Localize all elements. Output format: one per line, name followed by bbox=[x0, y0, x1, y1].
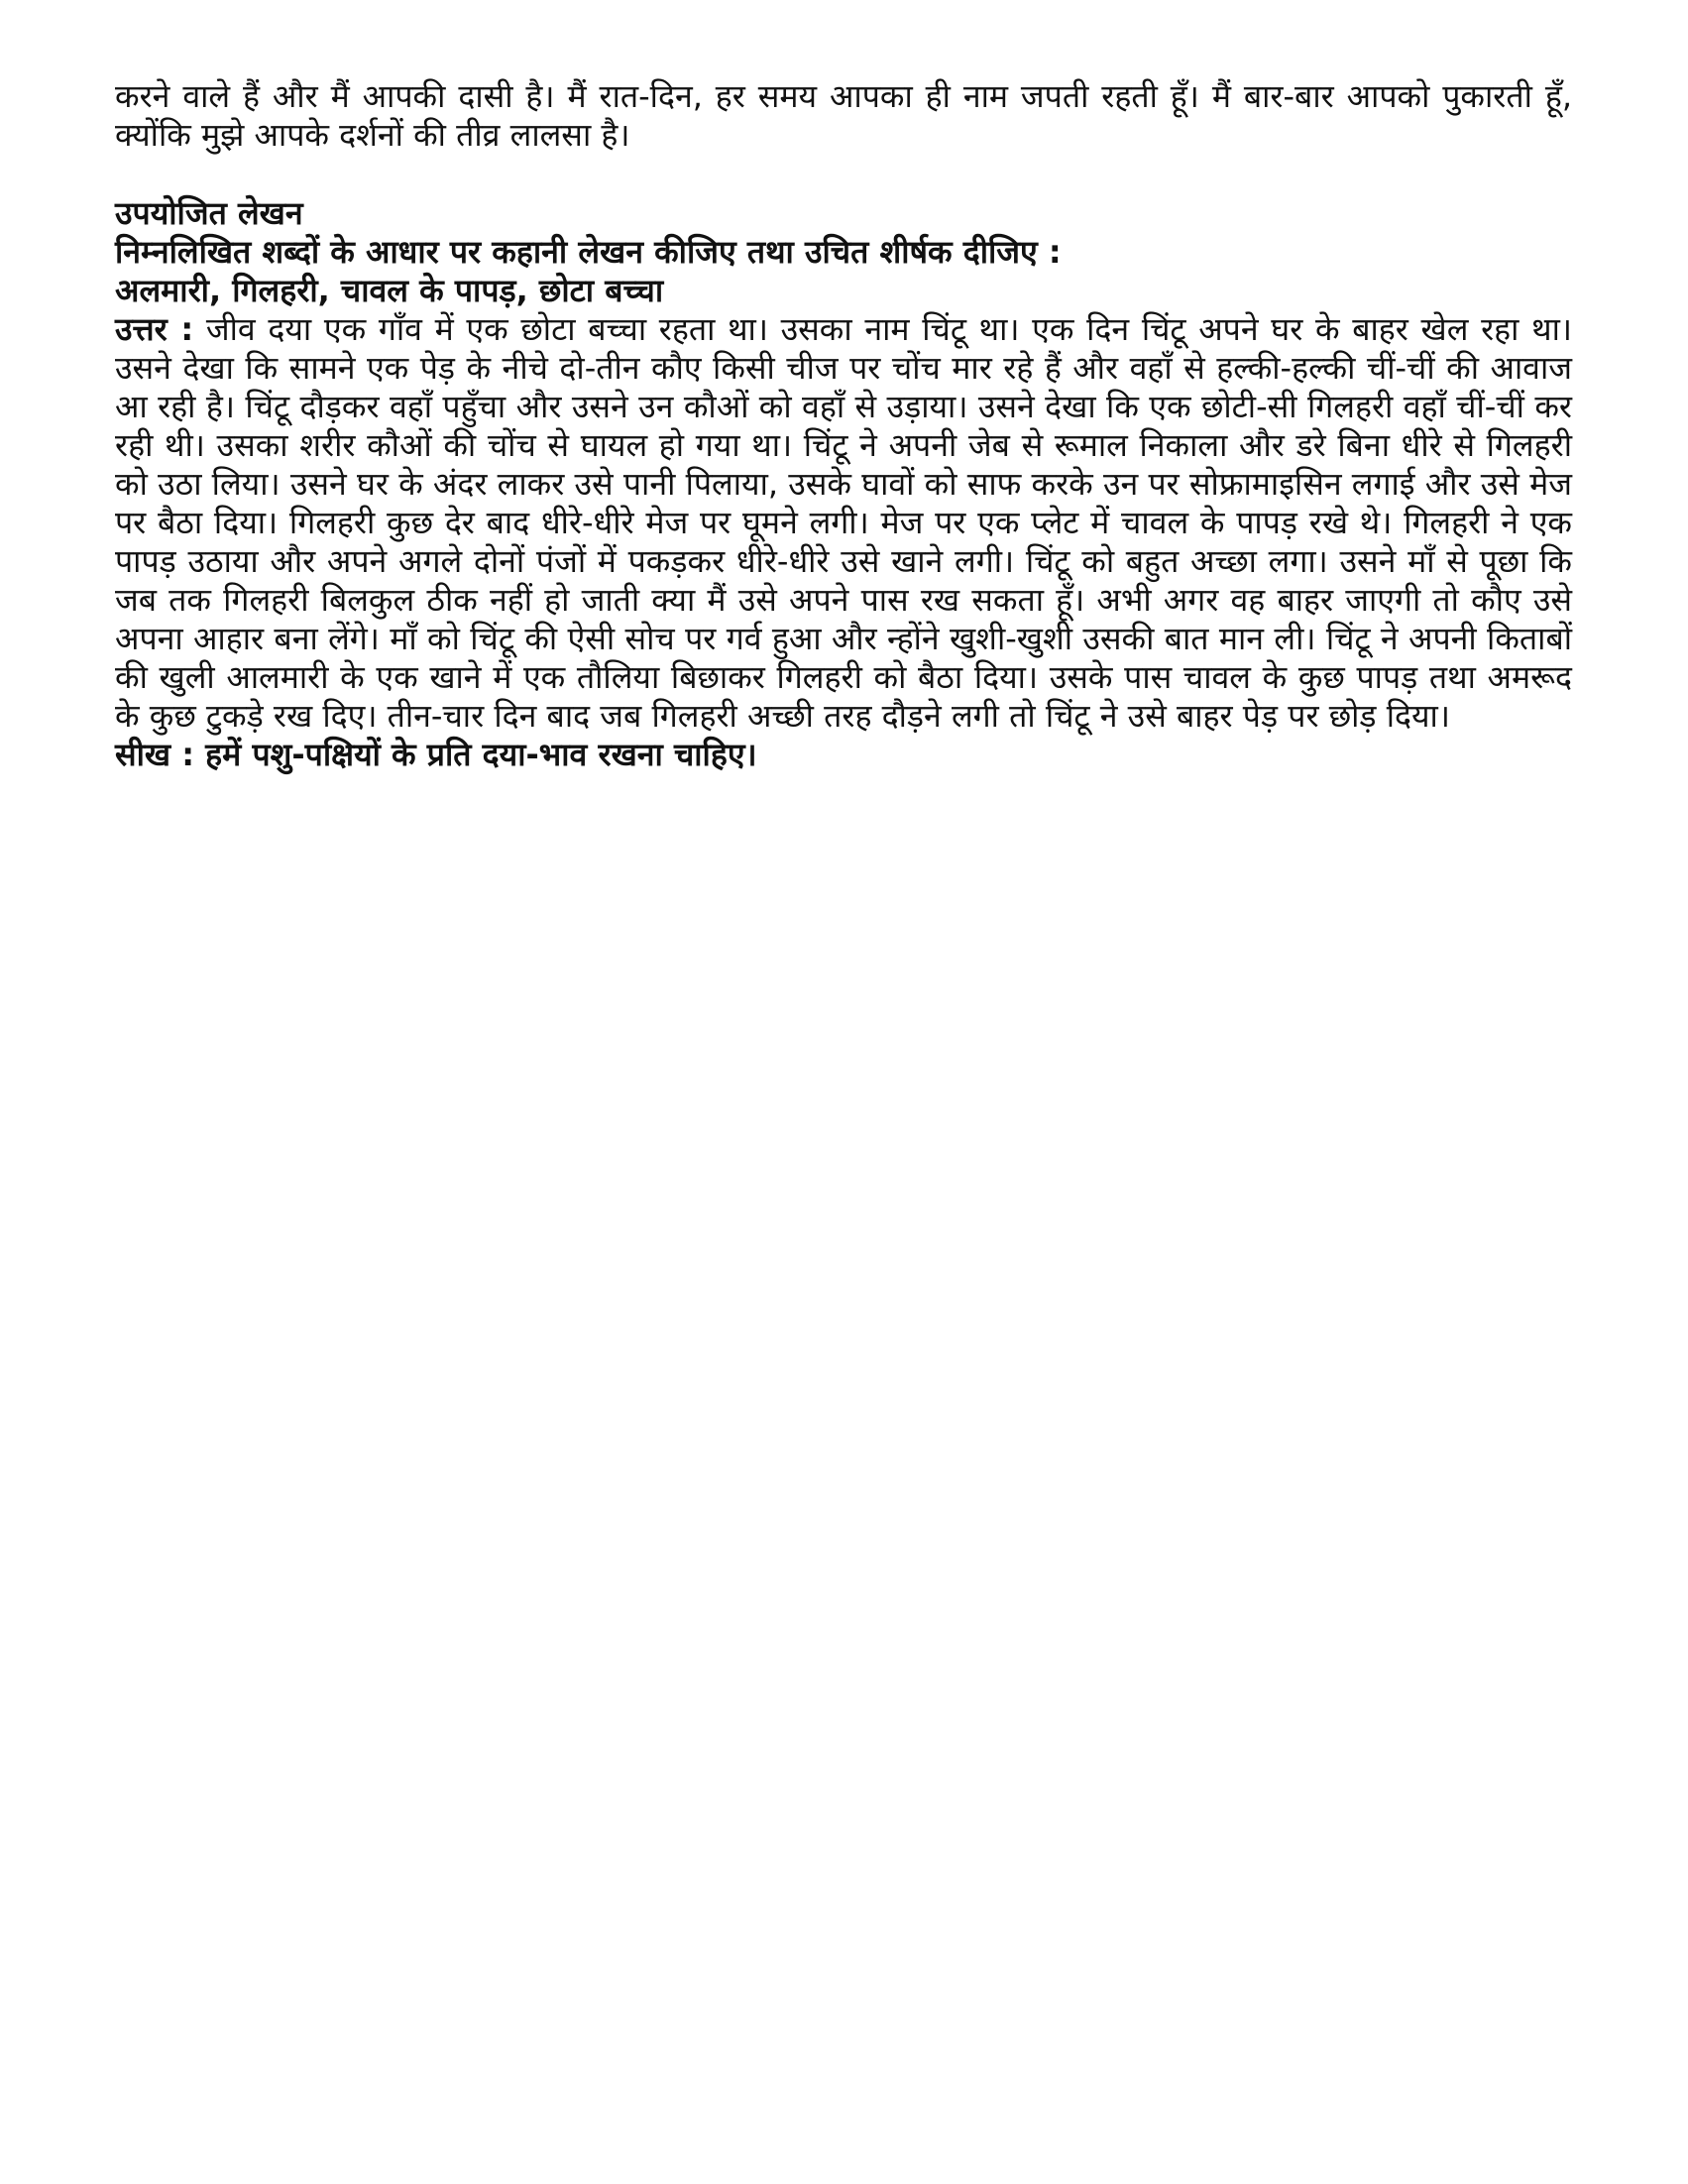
keywords-line: अलमारी, गिलहरी, चावल के पापड़, छोटा बच्चा bbox=[115, 272, 664, 309]
answer-paragraph bbox=[115, 310, 1572, 736]
section-title: उपयोजित लेखन bbox=[115, 194, 303, 232]
document-page bbox=[115, 77, 1572, 774]
answer-text: जीव दया एक गाँव में एक छोटा बच्चा रहता था। उसका नाम चिंटू था। एक दिन चिंटू अपने घर के बाहर खेल रहा था। उसने देखा कि सामने एक पेड़ के नीचे दो-तीन कौए किसी चीज पर चोंच मार रहे हैं और वहाँ से हल्की-हल्की चीं-चीं की आवाज आ रही है। चिंटू दौड़कर वहाँ पहुँचा और उसने उन कौओं को वहाँ से उड़ाया। उसने देखा कि एक छोटी-सी गिलहरी वहाँ चीं-चीं कर रही थी। उसका शरीर कौओं की चोंच से घायल हो गया था। चिंटू ने अपनी जेब से रूमाल निकाला और डरे बिना धीरे से गिलहरी को उठा लिया। उसने घर के अंदर लाकर उसे पानी पिलाया, उसके घावों को साफ करके उन पर सोफ्रामाइसिन लगाई और उसे मेज पर बैठा दिया। गिलहरी कुछ देर बाद धीरे-धीरे मेज पर घूमने लगी। मेज पर एक प्लेट में चावल के पापड़ रखे थे। गिलहरी ने एक पापड़ उठाया और अपने अगले दोनों पंजों में पकड़कर धीरे-धीरे उसे खाने लगी। चिंटू को बहुत अच्छा लगा। उसने माँ से पूछा कि जब तक गिलहरी बिलकुल ठीक नहीं हो जाती क्या मैं उसे अपने पास रख सकता हूँ। अभी अगर वह बाहर जाएगी तो कौए उसे अपना आहार बना लेंगे। माँ को चिंटू की ऐसी सोच पर गर्व हुआ और न्होंने खुशी-खुशी उसकी बात मान ली। चिंटू ने अपनी किताबों की खुली आलमारी के एक खाने में एक तौलिया बिछाकर गिलहरी को बैठा दिया। उसके पास चावल के कुछ पापड़ तथा अमरूद के कुछ टुकड़े रख दिए। तीन-चार दिन बाद जब गिलहरी अच्छी तरह दौड़ने लगी तो चिंटू ने उसे बाहर पेड़ पर छोड़ दिया। bbox=[115, 310, 1573, 735]
moral-line: सीख : हमें पशु-पक्षियों के प्रति दया-भाव रखना चाहिए। bbox=[115, 736, 757, 773]
answer-label: उत्तर : bbox=[115, 310, 194, 348]
intro-paragraph: करने वाले हैं और मैं आपकी दासी है। मैं रात-दिन, हर समय आपका ही नाम जपती रहती हूँ। मैं बार-बार आपको पुकारती हूँ, क्योंकि मुझे आपके दर्शनों की तीव्र लालसा है। bbox=[115, 77, 1572, 154]
question-text: निम्नलिखित शब्दों के आधार पर कहानी लेखन कीजिए तथा उचित शीर्षक दीजिए : bbox=[115, 233, 1062, 271]
paragraph-gap bbox=[115, 155, 1572, 194]
